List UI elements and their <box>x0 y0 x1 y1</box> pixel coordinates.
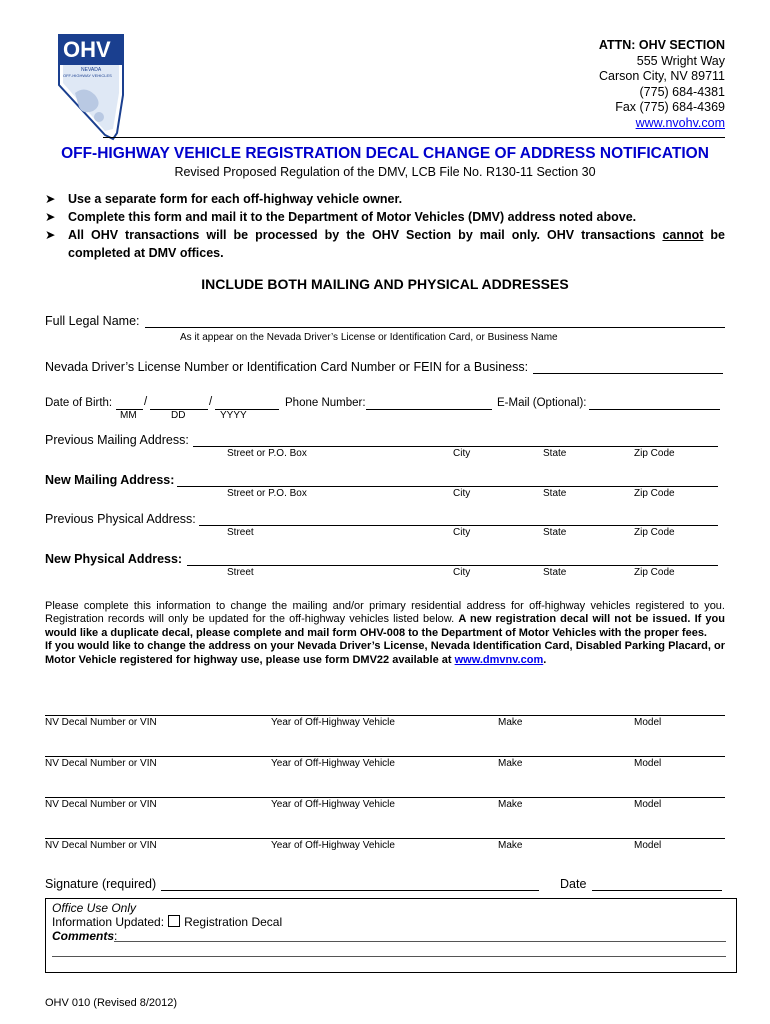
comments-row: Comments: <box>52 929 118 943</box>
prev-mailing-field[interactable] <box>193 446 718 447</box>
duplicate-decal-notice: A new registration decal will not be issued. If you would like a duplicate decal, please complete and mail form OHV-008 to the Department of Motor Vehicles with the proper fees. <box>45 613 725 639</box>
fax-line: Fax (775) 684-4369 <box>615 100 725 115</box>
dob-separator: / <box>209 396 213 408</box>
year-hint: Year of Off-Highway Vehicle <box>271 840 395 851</box>
form-number: OHV 010 (Revised 8/2012) <box>45 997 178 1009</box>
make-hint: Make <box>498 840 523 851</box>
vehicle-row-line[interactable] <box>45 756 725 757</box>
svg-text:OFF-HIGHWAY VEHICLES: OFF-HIGHWAY VEHICLES <box>63 73 112 78</box>
yyyy-hint: YYYY <box>220 410 247 421</box>
arrow-bullet-icon: ➤ <box>45 192 56 206</box>
email-field[interactable] <box>589 409 720 410</box>
dmv-notice-text: If you would like to change the address on your Nevada Driver’s License, Nevada Identification Card, Disabled Parking Placard, or Motor Vehicle registered for highway use, please use form DMV22 available at <box>45 640 725 666</box>
email-label: E-Mail (Optional): <box>497 397 587 409</box>
section-heading: INCLUDE BOTH MAILING AND PHYSICAL ADDRESSES <box>201 276 569 292</box>
vehicle-row-line[interactable] <box>45 715 725 716</box>
svg-text:OHV: OHV <box>63 37 111 62</box>
make-hint: Make <box>498 758 523 769</box>
full-name-label: Full Legal Name: <box>45 314 140 328</box>
dmv-notice-end: . <box>543 653 547 666</box>
arrow-bullet-icon: ➤ <box>45 228 56 242</box>
comments-field-line[interactable] <box>52 956 726 957</box>
model-hint: Model <box>634 758 662 769</box>
office-use-box <box>45 898 737 973</box>
street-line: 555 Wright Way <box>636 53 725 68</box>
svg-text:NEVADA: NEVADA <box>81 67 102 73</box>
state-hint: State <box>543 527 567 538</box>
instruction-item <box>45 208 725 226</box>
model-hint: Model <box>634 799 662 810</box>
make-hint: Make <box>498 799 523 810</box>
city-hint: City <box>453 448 471 459</box>
dd-hint: DD <box>171 410 186 421</box>
phone-label: Phone Number: <box>285 397 366 409</box>
full-name-note: As it appear on the Nevada Driver’s License or Identification Card, or Business Name <box>180 332 558 343</box>
comments-label: Comments <box>52 929 115 943</box>
date-label: Date <box>560 877 587 891</box>
update-notice <box>45 600 725 640</box>
city-hint: City <box>453 527 471 538</box>
dmv-notice <box>45 640 725 667</box>
decal-hint: NV Decal Number or VIN <box>45 717 157 728</box>
form-subtitle: Revised Proposed Regulation of the DMV, LCB File No. R130-11 Section 30 <box>174 165 596 179</box>
office-use-title: Office Use Only <box>52 901 137 915</box>
registration-decal-label: Registration Decal <box>184 915 283 929</box>
zip-hint: Zip Code <box>634 448 675 459</box>
decal-hint: NV Decal Number or VIN <box>45 799 157 810</box>
zip-hint: Zip Code <box>634 527 675 538</box>
ohv-nevada-logo <box>55 33 127 143</box>
cannot-emphasis: cannot <box>662 228 704 242</box>
city-hint: City <box>453 567 471 578</box>
model-hint: Model <box>634 717 662 728</box>
decal-hint: NV Decal Number or VIN <box>45 840 157 851</box>
mm-hint: MM <box>120 410 137 421</box>
comments-field[interactable] <box>114 941 726 942</box>
street-hint: Street <box>227 527 254 538</box>
header-rule <box>103 137 725 138</box>
license-label: Nevada Driver’s License Number or Identification Card Number or FEIN for a Business: <box>45 360 529 374</box>
registration-decal-checkbox[interactable] <box>168 915 180 927</box>
instruction-item <box>45 190 725 208</box>
new-mailing-label: New Mailing Address: <box>45 473 175 487</box>
info-updated-row <box>52 915 282 929</box>
instruction-text-end: be completed at DMV offices. <box>68 228 726 260</box>
dob-separator: / <box>144 396 148 408</box>
attn-line: ATTN: OHV SECTION <box>598 38 725 52</box>
instruction-text: Complete this form and mail it to the Department of Motor Vehicles (DMV) address noted above. <box>68 210 637 224</box>
prev-physical-field[interactable] <box>199 525 718 526</box>
mailing-address-block <box>599 38 725 132</box>
make-hint: Make <box>498 717 523 728</box>
license-field[interactable] <box>533 373 723 374</box>
street-hint: Street or P.O. Box <box>227 448 307 459</box>
new-mailing-field[interactable] <box>177 486 718 487</box>
street-hint: Street or P.O. Box <box>227 488 307 499</box>
form-title: OFF-HIGHWAY VEHICLE REGISTRATION DECAL CHANGE OF ADDRESS NOTIFICATION <box>61 145 709 162</box>
decal-hint: NV Decal Number or VIN <box>45 758 157 769</box>
prev-mailing-label: Previous Mailing Address: <box>45 433 189 447</box>
full-name-field[interactable] <box>145 327 725 328</box>
prev-physical-label: Previous Physical Address: <box>45 512 196 526</box>
new-physical-field[interactable] <box>187 565 718 566</box>
instructions-paragraph <box>45 600 725 667</box>
city-hint: City <box>453 488 471 499</box>
state-hint: State <box>543 567 567 578</box>
state-hint: State <box>543 488 567 499</box>
signature-field[interactable] <box>161 890 539 891</box>
dmv-website-link[interactable]: www.dmvnv.com <box>454 653 544 666</box>
city-line: Carson City, NV 89711 <box>599 69 725 84</box>
model-hint: Model <box>634 840 662 851</box>
phone-line: (775) 684-4381 <box>639 84 725 99</box>
phone-field[interactable] <box>366 409 492 410</box>
zip-hint: Zip Code <box>634 567 675 578</box>
zip-hint: Zip Code <box>634 488 675 499</box>
date-field[interactable] <box>592 890 722 891</box>
new-physical-label: New Physical Address: <box>45 552 183 566</box>
year-hint: Year of Off-Highway Vehicle <box>271 758 395 769</box>
street-hint: Street <box>227 567 254 578</box>
website-link[interactable]: www.nvohv.com <box>635 115 725 130</box>
signature-label: Signature (required) <box>45 877 157 891</box>
dob-label: Date of Birth: <box>45 397 113 409</box>
instruction-text: All OHV transactions will be processed by the OHV Section by mail only. OHV transactions <box>68 228 663 242</box>
vehicle-row-line[interactable] <box>45 797 725 798</box>
year-hint: Year of Off-Highway Vehicle <box>271 717 395 728</box>
instructions-list <box>45 190 725 262</box>
arrow-bullet-icon: ➤ <box>45 210 56 224</box>
info-updated-label: Information Updated: <box>52 915 165 929</box>
update-notice-text: Please complete this information to change the mailing and/or primary residential address for off-highway vehicles registered to you. Registration records will only be updated for the off-highway vehicles listed below. <box>45 600 725 626</box>
instruction-text: Use a separate form for each off-highway vehicle owner. <box>68 192 403 206</box>
vehicle-row-line[interactable] <box>45 838 725 839</box>
instruction-item <box>45 226 725 262</box>
state-hint: State <box>543 448 567 459</box>
year-hint: Year of Off-Highway Vehicle <box>271 799 395 810</box>
